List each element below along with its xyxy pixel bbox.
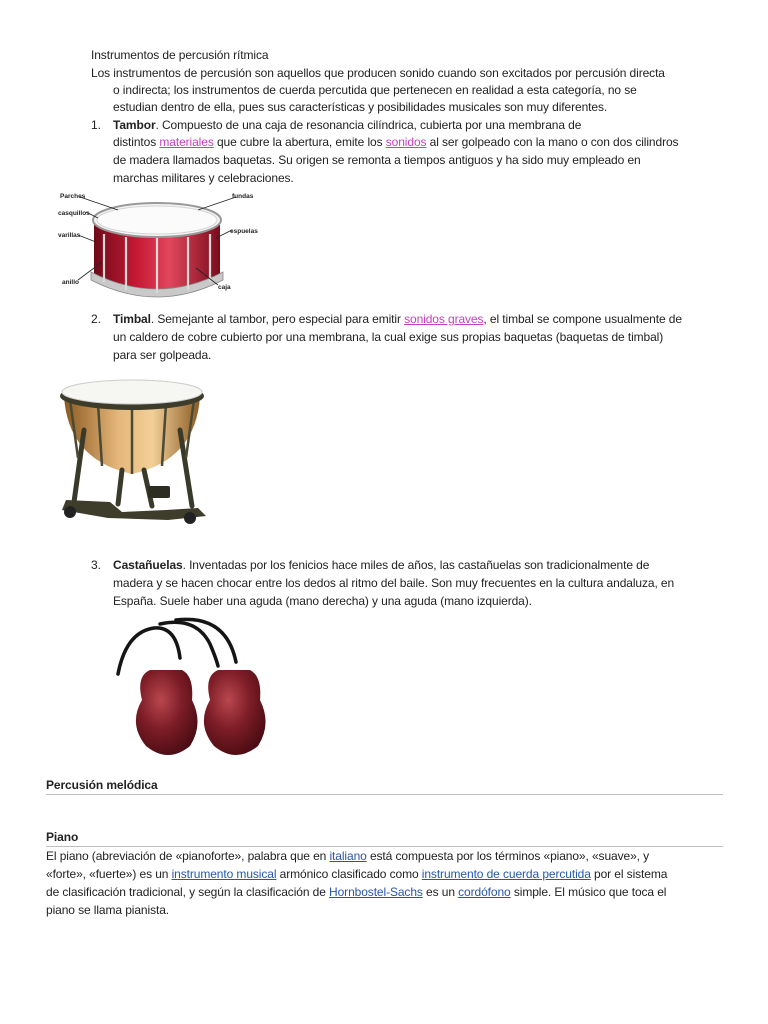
piano-text-3a: de clasificación tradicional, y según la clasificación de bbox=[46, 885, 330, 899]
tambor-text-2c: al ser golpeado con la mano o con dos cilindros bbox=[426, 135, 679, 149]
link-instrumento-musical[interactable]: instrumento musical bbox=[171, 867, 277, 881]
link-cordofono[interactable]: cordófono bbox=[458, 885, 511, 899]
piano-text-2c: por el sistema bbox=[590, 867, 668, 881]
timpani-head bbox=[62, 380, 202, 404]
link-hornbostel-sachs[interactable]: Hornbostel-Sachs bbox=[329, 885, 423, 899]
link-sonidos-graves[interactable]: sonidos graves bbox=[404, 312, 484, 326]
label-parches: Parches bbox=[60, 193, 86, 200]
timpani-wheel-left bbox=[64, 506, 76, 518]
piano-text-1b: está compuesta por los términos «piano», «suave», y bbox=[366, 849, 650, 863]
piano-line-2 bbox=[46, 866, 667, 884]
tambor-text-2a: distintos bbox=[113, 135, 160, 149]
castanuelas-text-1: . Inventadas por los fenicios hace miles de años, las castañuelas son tradicionalmente de bbox=[182, 558, 650, 572]
label-casquillos: casquillos bbox=[58, 210, 90, 217]
label-fundas: fundas bbox=[232, 193, 254, 200]
piano-line-4: piano se llama pianista. bbox=[46, 903, 170, 917]
link-materiales[interactable]: materiales bbox=[159, 135, 214, 149]
timpani-wheel-right bbox=[184, 512, 196, 524]
intro-line-1: Los instrumentos de percusión son aquellos que producen sonido cuando son excitados por percusión directa bbox=[91, 66, 665, 80]
timbal-line-2: un caldero de cobre cubierto por una membrana, la cual exige sus propias baquetas (baquetas de timbal) bbox=[113, 330, 664, 344]
section-title-rhythmic: Instrumentos de percusión rítmica bbox=[91, 48, 269, 62]
piano-heading: Piano bbox=[46, 830, 79, 844]
rule-melodic bbox=[46, 794, 723, 795]
tambor-line-2 bbox=[113, 134, 678, 152]
timbal-text-1a: . Semejante al tambor, pero especial para emitir bbox=[150, 312, 405, 326]
piano-text-3c: simple. El músico que toca el bbox=[510, 885, 667, 899]
label-varillas: varillas bbox=[58, 232, 81, 239]
piano-line-3 bbox=[46, 884, 666, 902]
tambor-line-1 bbox=[113, 117, 581, 135]
label-anillo: anillo bbox=[62, 279, 79, 286]
tambor-text-2b: que cubre la abertura, emite los bbox=[213, 135, 386, 149]
label-caja: caja bbox=[218, 284, 231, 291]
castanet-left bbox=[136, 670, 198, 755]
piano-text-3b: es un bbox=[422, 885, 459, 899]
label-espuelas: espuelas bbox=[230, 228, 258, 235]
drum-image bbox=[46, 190, 268, 308]
intro-line-3: estudian dentro de ella, pues sus características y posibilidades musicales son muy diferentes. bbox=[113, 100, 608, 114]
timpani-image bbox=[48, 370, 216, 528]
timpani-pedal bbox=[148, 486, 170, 498]
tambor-name: Tambor bbox=[113, 118, 156, 132]
castanet-right bbox=[204, 670, 266, 755]
piano-text-1a: El piano (abreviación de «pianoforte», palabra que en bbox=[46, 849, 330, 863]
intro-line-2: o indirecta; los instrumentos de cuerda percutida que pertenecen en realidad a esta categoría, no se bbox=[113, 83, 637, 97]
timbal-name: Timbal bbox=[113, 312, 151, 326]
piano-text-2a: «forte», «fuerte») es un bbox=[46, 867, 172, 881]
link-instrumento-cuerda-percutida[interactable]: instrumento de cuerda percutida bbox=[421, 867, 591, 881]
list-number-2: 2. bbox=[91, 312, 102, 326]
tambor-text-1: . Compuesto de una caja de resonancia cilíndrica, cubierta por una membrana de bbox=[155, 118, 582, 132]
list-number-1: 1. bbox=[91, 118, 102, 132]
timbal-text-1b: , el timbal se compone usualmente de bbox=[483, 312, 682, 326]
list-number-3: 3. bbox=[91, 558, 102, 572]
castanuelas-name: Castañuelas bbox=[113, 558, 183, 572]
tambor-line-3: de madera llamados baquetas. Su origen se remonta a tiempos antiguos y ha sido muy empleado en bbox=[113, 153, 641, 167]
rule-piano bbox=[46, 846, 723, 847]
castanets-image bbox=[106, 614, 286, 774]
castanuelas-line-1 bbox=[113, 557, 649, 575]
piano-text-2b: armónico clasificado como bbox=[276, 867, 422, 881]
tambor-line-4: marchas militares y celebraciones. bbox=[113, 171, 294, 185]
timbal-line-3: para ser golpeada. bbox=[113, 348, 212, 362]
timbal-line-1 bbox=[113, 311, 682, 329]
piano-line-1 bbox=[46, 848, 649, 866]
castanuelas-line-3: España. Suele haber una aguda (mano derecha) y una aguda (mano izquierda). bbox=[113, 594, 532, 608]
section-title-melodic: Percusión melódica bbox=[46, 778, 158, 792]
link-italiano[interactable]: italiano bbox=[329, 849, 367, 863]
castanuelas-line-2: madera y se hacen chocar entre los dedos al ritmo del baile. Son muy frecuentes en la cultura andaluza, en bbox=[113, 576, 675, 590]
link-sonidos[interactable]: sonidos bbox=[385, 135, 427, 149]
